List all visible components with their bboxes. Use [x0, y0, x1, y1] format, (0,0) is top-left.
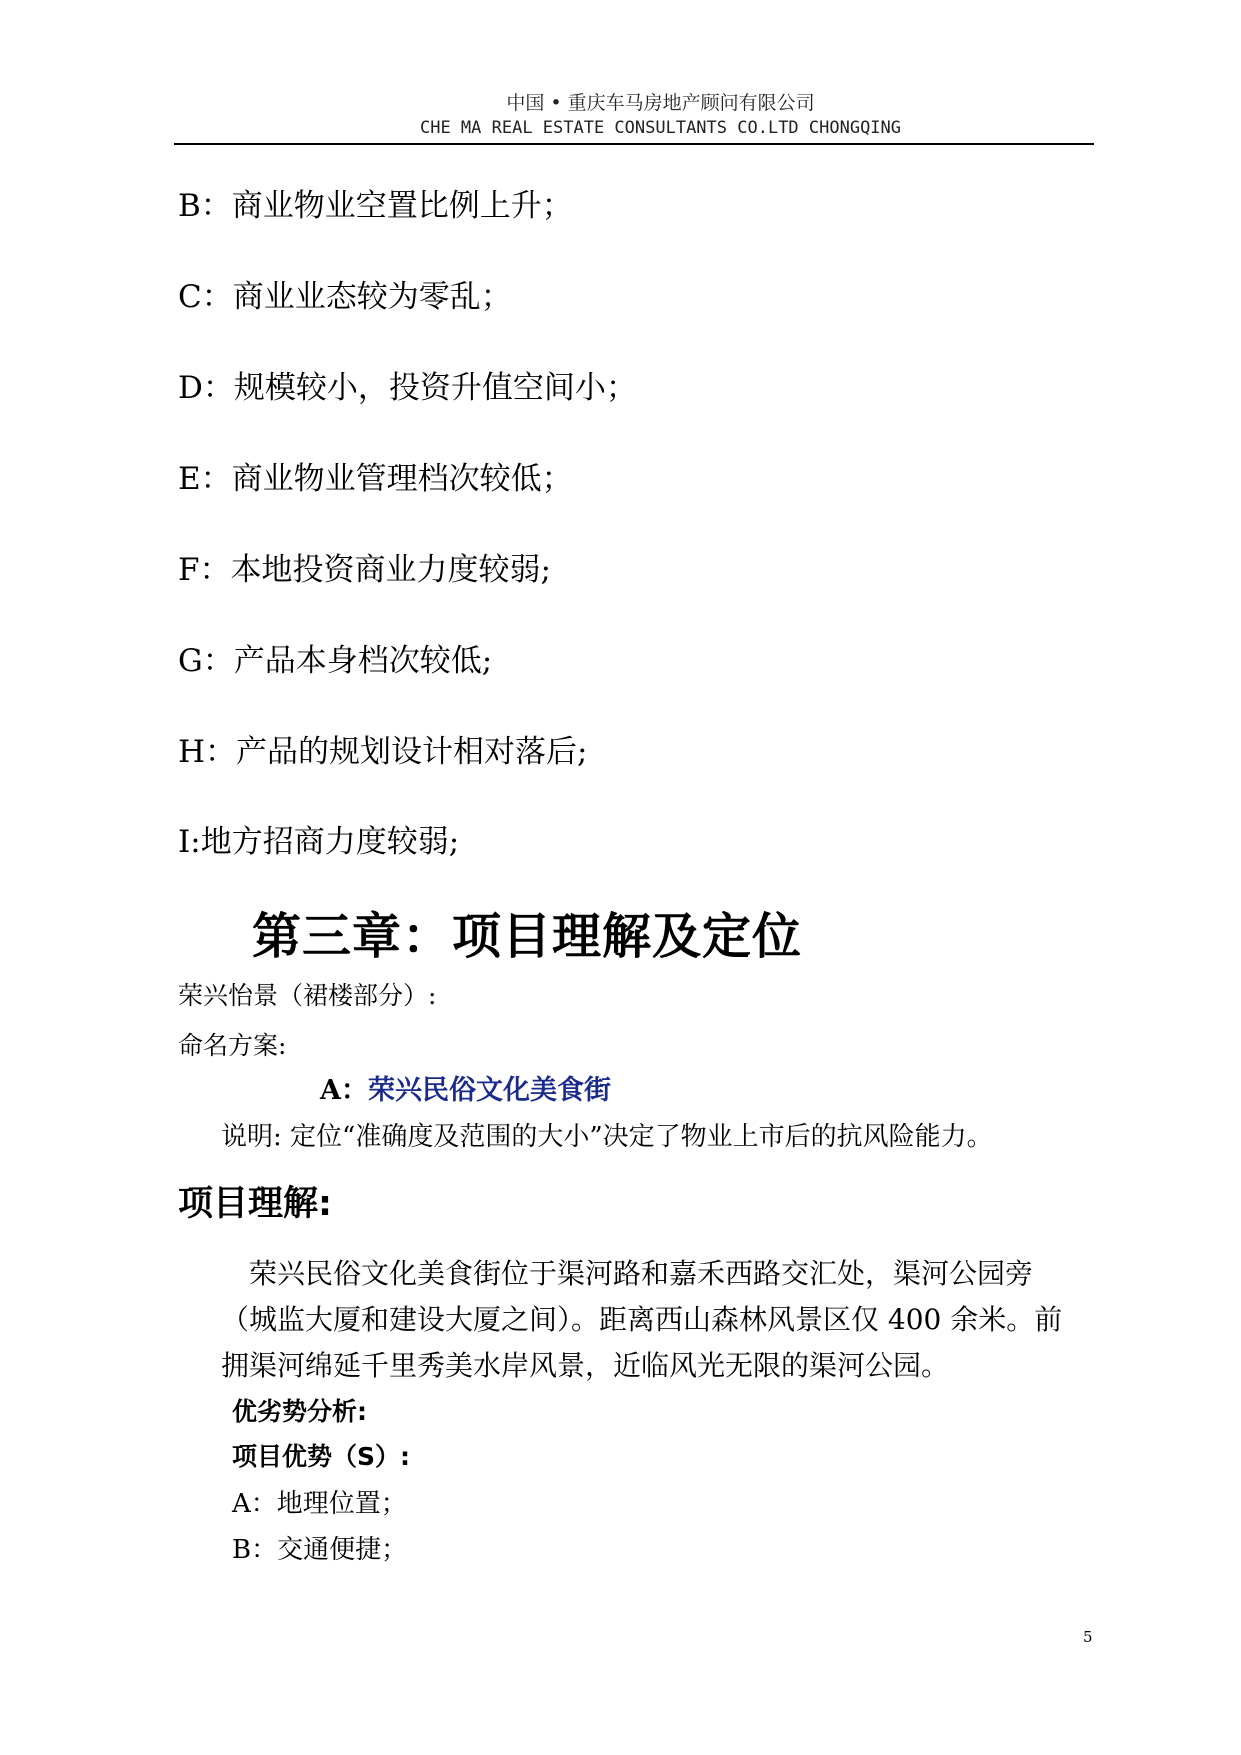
problem-item-d: D：规模较小，投资升值空间小；: [178, 370, 637, 406]
strength-item-a: A：地理位置；: [232, 1489, 407, 1519]
header-rule: [174, 143, 1094, 145]
problem-item-f: F：本地投资商业力度较弱;: [178, 552, 551, 588]
problem-item-h: H：产品的规划设计相对落后;: [178, 734, 588, 770]
naming-option-prefix: A：: [320, 1075, 368, 1106]
paragraph-line: 拥渠河绵延千里秀美水岸风景，近临风光无限的渠河公园。: [221, 1349, 950, 1382]
header-company-cn: 中国 • 重庆车马房地产顾问有限公司: [506, 92, 815, 114]
problem-item-g: G：产品本身档次较低;: [178, 643, 493, 679]
paragraph-line: （城监大厦和建设大厦之间）。距离西山森林风景区仅 400 余米。前: [221, 1303, 1063, 1336]
section-title: 项目理解:: [178, 1184, 332, 1224]
naming-option-title: 荣兴民俗文化美食街: [367, 1075, 611, 1106]
page-number: 5: [1083, 1628, 1093, 1646]
problem-item-c: C：商业业态较为零乱；: [178, 279, 512, 315]
paragraph-line: 荣兴民俗文化美食街位于渠河路和嘉禾西路交汇处，渠河公园旁: [221, 1257, 1034, 1290]
problem-item-i: I:地方招商力度较弱;: [178, 824, 460, 860]
problem-item-b: B：商业物业空置比例上升；: [178, 188, 573, 224]
explanation-note: 说明: 定位“准确度及范围的大小”决定了物业上市后的抗风险能力。: [221, 1122, 993, 1152]
project-name: 荣兴怡景（裙楼部分）:: [178, 981, 437, 1010]
naming-label: 命名方案:: [178, 1031, 287, 1060]
header-company-en: CHE MA REAL ESTATE CONSULTANTS CO.LTD CHONGQING: [419, 118, 902, 138]
strengths-title: 项目优势（S）:: [232, 1442, 411, 1471]
chapter-title: 第三章：项目理解及定位: [252, 908, 803, 965]
analysis-title: 优劣势分析:: [232, 1397, 367, 1426]
naming-option: [320, 1068, 611, 1107]
strength-item-b: B：交通便捷；: [232, 1535, 408, 1565]
problem-item-e: E：商业物业管理档次较低；: [178, 461, 573, 497]
